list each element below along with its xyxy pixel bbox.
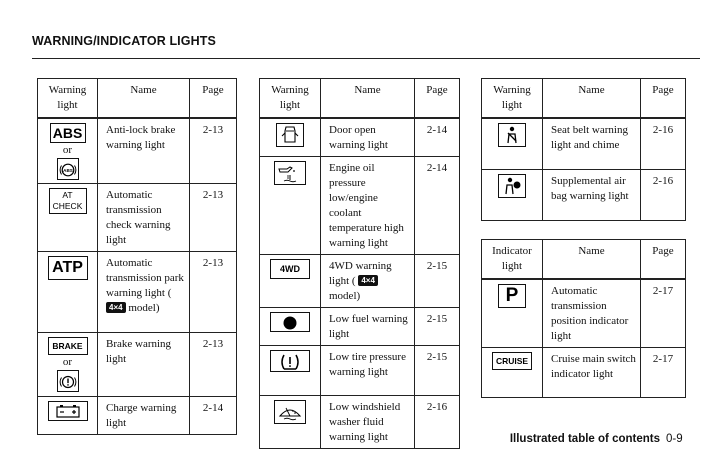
footer-page-number: 0-9 (666, 433, 683, 445)
page-ref: 2-14 (415, 118, 460, 157)
page-ref: 2-14 (190, 397, 237, 435)
light-name: Automatic transmission position indicator light (543, 279, 641, 348)
cruise-icon: CRUISE (492, 352, 532, 370)
4wd-icon: 4WD (270, 259, 310, 279)
table-row (260, 118, 460, 157)
seat-belt-icon (498, 123, 526, 147)
page-ref: 2-13 (190, 252, 237, 333)
table-row (260, 308, 460, 346)
indicator-lights-table (481, 239, 686, 398)
name-text-after: model) (329, 290, 361, 302)
table-row (38, 252, 237, 333)
warning-lights-table-2 (259, 78, 460, 449)
light-cell (482, 118, 543, 169)
light-cell (260, 396, 321, 449)
battery-icon (48, 401, 88, 421)
table-row (482, 279, 686, 348)
door-open-icon (276, 123, 304, 147)
at-check-line-1: AT (62, 190, 73, 200)
light-name: Low tire pressure warning light (321, 346, 415, 396)
light-cell (482, 348, 543, 398)
4x4-model-badge: 4×4 (358, 275, 378, 286)
light-name: Anti-lock brake warning light (98, 118, 190, 184)
light-cell (260, 255, 321, 308)
light-cell (38, 184, 98, 252)
washer-fluid-icon (274, 400, 306, 424)
park-p-icon: P (498, 284, 526, 308)
header-name: Name (543, 240, 641, 280)
at-check-line-2: CHECK (52, 201, 83, 211)
header-light: Warning light (38, 79, 98, 119)
brake-icon: BRAKE (48, 337, 88, 355)
header-page: Page (415, 79, 460, 119)
table-row (260, 396, 460, 449)
or-label: or (62, 144, 73, 156)
page-ref: 2-16 (415, 396, 460, 449)
header-light: Warning light (260, 79, 321, 119)
light-name: Seat belt warning light and chime (543, 118, 641, 169)
light-cell (260, 118, 321, 157)
light-name: Low windshield washer fluid warning light (321, 396, 415, 449)
fuel-dot-icon (270, 312, 310, 332)
light-name (98, 252, 190, 333)
warning-lights-table-3 (481, 78, 686, 221)
air-bag-icon (498, 174, 526, 198)
table-row (38, 333, 237, 397)
light-cell (38, 333, 98, 397)
light-name: Door open warning light (321, 118, 415, 157)
atp-icon: ATP (48, 256, 88, 280)
table-header-row (260, 79, 460, 119)
table-row (38, 184, 237, 252)
light-cell (260, 157, 321, 255)
light-name: Cruise main switch indicator light (543, 348, 641, 398)
page-ref: 2-14 (415, 157, 460, 255)
tire-pressure-icon (270, 350, 310, 372)
page-ref: 2-13 (190, 118, 237, 184)
top-rule (32, 58, 700, 59)
page-ref: 2-15 (415, 255, 460, 308)
page-ref: 2-17 (641, 279, 686, 348)
table-row (38, 397, 237, 435)
abs-icon: ABS (50, 123, 86, 143)
section-title: WARNING/INDICATOR LIGHTS (32, 34, 216, 48)
light-name: Automatic transmission check warning light (98, 184, 190, 252)
name-text: Automatic transmission park warning light ( (106, 257, 184, 299)
page-ref: 2-13 (190, 184, 237, 252)
light-name: Charge warning light (98, 397, 190, 435)
light-name: Supplemental air bag warning light (543, 169, 641, 220)
oil-pressure-temperature-icon (274, 161, 306, 185)
at-check-icon (49, 188, 87, 214)
table-header-row (482, 240, 686, 280)
table-row (260, 255, 460, 308)
table-row (482, 169, 686, 220)
warning-lights-table-1 (37, 78, 237, 435)
light-cell (260, 308, 321, 346)
page-ref: 2-16 (641, 118, 686, 169)
page-ref: 2-15 (415, 346, 460, 396)
page-ref: 2-13 (190, 333, 237, 397)
page-ref: 2-15 (415, 308, 460, 346)
light-name: Brake warning light (98, 333, 190, 397)
light-cell (38, 118, 98, 184)
table-row (260, 157, 460, 255)
header-page: Page (641, 240, 686, 280)
table-row (482, 348, 686, 398)
header-name: Name (321, 79, 415, 119)
abs-circle-icon (57, 158, 79, 180)
light-cell (260, 346, 321, 396)
table-header-row (38, 79, 237, 119)
light-cell (38, 397, 98, 435)
svg-text:ABS: ABS (62, 167, 73, 173)
header-page: Page (190, 79, 237, 119)
table-row (482, 118, 686, 169)
light-name: Low fuel warning light (321, 308, 415, 346)
or-label: or (62, 356, 73, 368)
table-header-row (482, 79, 686, 119)
name-text-after: model) (128, 302, 160, 314)
header-page: Page (641, 79, 686, 119)
light-name: Engine oil pressure low/engine coolant temperature high warning light (321, 157, 415, 255)
light-cell (38, 252, 98, 333)
name-text: 4WD warning light ( (329, 260, 392, 287)
header-name: Name (98, 79, 190, 119)
table-row (38, 118, 237, 184)
brake-circle-icon (57, 370, 79, 392)
4x4-model-badge: 4×4 (106, 302, 126, 313)
header-name: Name (543, 79, 641, 119)
page-ref: 2-17 (641, 348, 686, 398)
light-cell (482, 279, 543, 348)
light-name (321, 255, 415, 308)
header-light: Warning light (482, 79, 543, 119)
light-cell (482, 169, 543, 220)
footer-title: Illustrated table of contents (509, 433, 660, 445)
header-light: Indicator light (482, 240, 543, 280)
table-row (260, 346, 460, 396)
page-ref: 2-16 (641, 169, 686, 220)
